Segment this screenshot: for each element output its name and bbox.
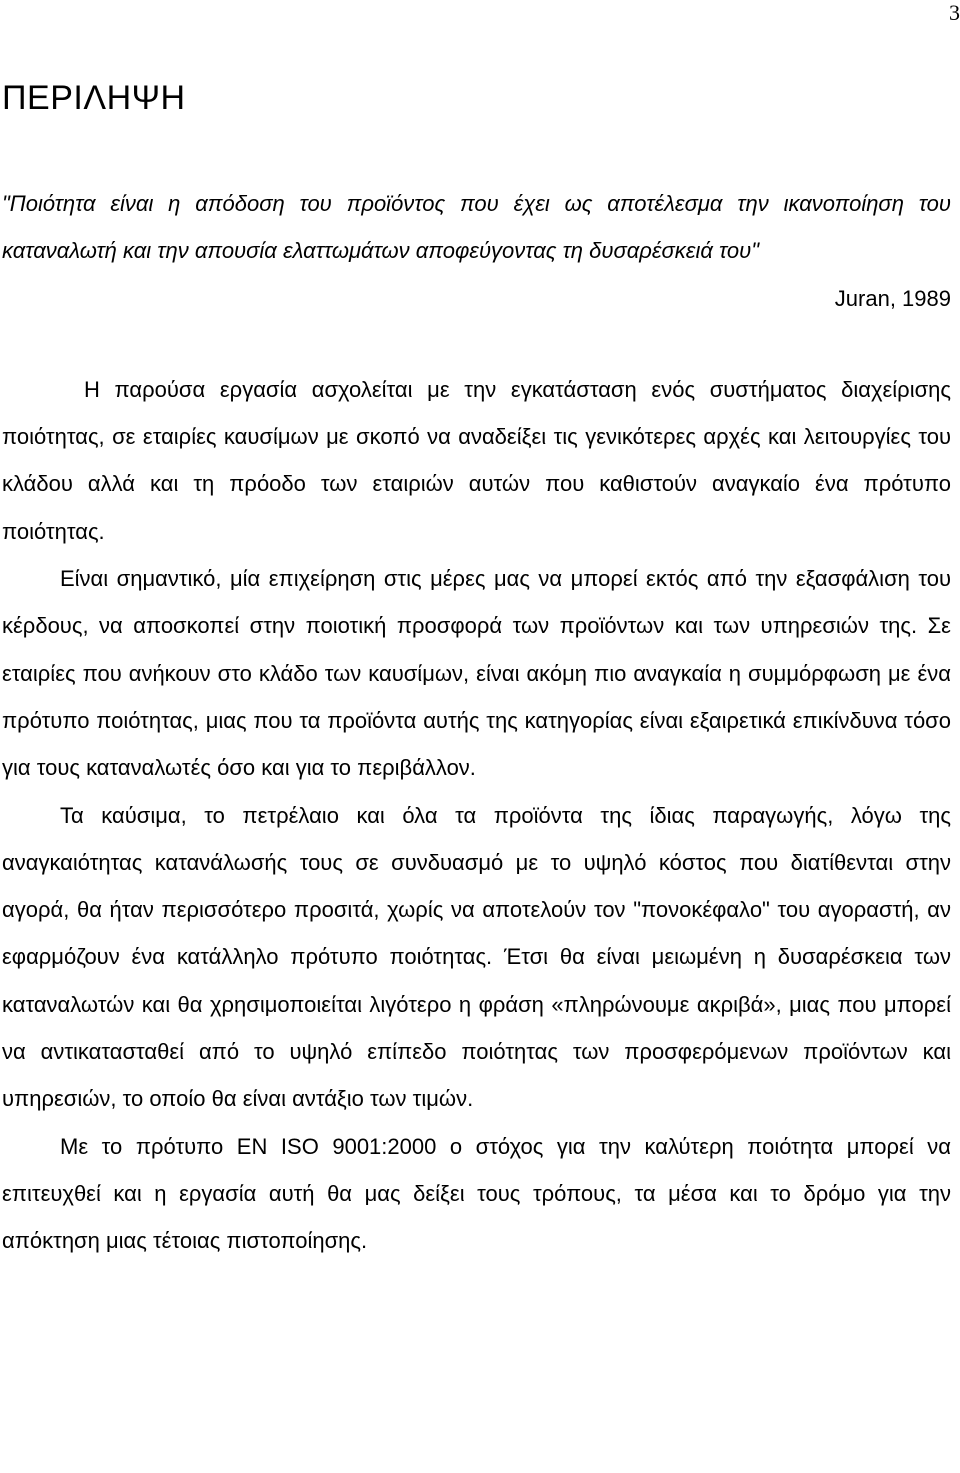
- page-title: ΠΕΡΙΛΗΨΗ: [2, 79, 186, 117]
- page-number: 3: [949, 0, 960, 25]
- quote-author: Juran, 1989: [834, 285, 951, 311]
- spacer: [2, 322, 951, 366]
- paragraph-1: Η παρούσα εργασία ασχολείται με την εγκατάσταση ενός συστήματος διαχείρισης ποιότητας, σε εταιρίες καυσίμων με σκοπό να αναδείξει τις γενικότερες αρχές και λειτουργίες του κλάδου αλλά και τη πρόοδο των εταιριών αυτών που καθιστούν αναγκαίο ένα πρότυπο ποιότητας.: [2, 376, 951, 544]
- paragraph-2: Είναι σημαντικό, μία επιχείρηση στις μέρες μας να μπορεί εκτός από την εξασφάλιση του κέρδους, να αποσκοπεί στην ποιοτική προσφορά των προϊόντων και των υπηρεσιών της. Σε εταιρίες που ανήκουν στο κλάδο των καυσίμων, είναι ακόμη πιο αναγκαία η συμμόρφωση με ένα πρότυπο ποιότητας, μιας που τα προϊόντα αυτής της κατηγορίας είναι εξαιρετικά επικίνδυνα τόσο για τους καταναλωτές όσο και για το περιβάλλον.: [2, 566, 951, 781]
- document-body: [2, 180, 951, 1265]
- quote-text: "Ποιότητα είναι η απόδοση του προϊόντος που έχει ως αποτέλεσμα την ικανοποίηση του καταναλωτή και την απουσία ελαττωμάτων αποφεύγοντας τη δυσαρέσκειά του": [2, 191, 951, 264]
- paragraph-3: Τα καύσιμα, το πετρέλαιο και όλα τα προϊόντα της ίδιας παραγωγής, λόγω της αναγκαιότητας κατανάλωσής τους σε συνδυασμό με το υψηλό κόστος που διατίθενται στην αγορά, θα ήταν περισσότερο προσιτά, χωρίς να αποτελούν τον "πονοκέφαλο" του αγοραστή, αν εφαρμόζουν ένα κατάλληλο πρότυπο ποιότητας. Έτσι θα είναι μειωμένη η δυσαρέσκεια των καταναλωτών και θα χρησιμοποιείται λιγότερο η φράση «πληρώνουμε ακριβά», μιας που μπορεί να αντικατασταθεί από το υψηλό επίπεδο ποιότητας των προσφερόμενων προϊόντων και υπηρεσιών, το οποίο θα είναι αντάξιο των τιμών.: [2, 802, 951, 1112]
- paragraph-4: Με το πρότυπο EN ISO 9001:2000 ο στόχος για την καλύτερη ποιότητα μπορεί να επιτευχθεί και η εργασία αυτή θα μας δείξει τους τρόπους, τα μέσα και το δρόμο για την απόκτηση μιας τέτοιας πιστοποίησης.: [2, 1133, 951, 1254]
